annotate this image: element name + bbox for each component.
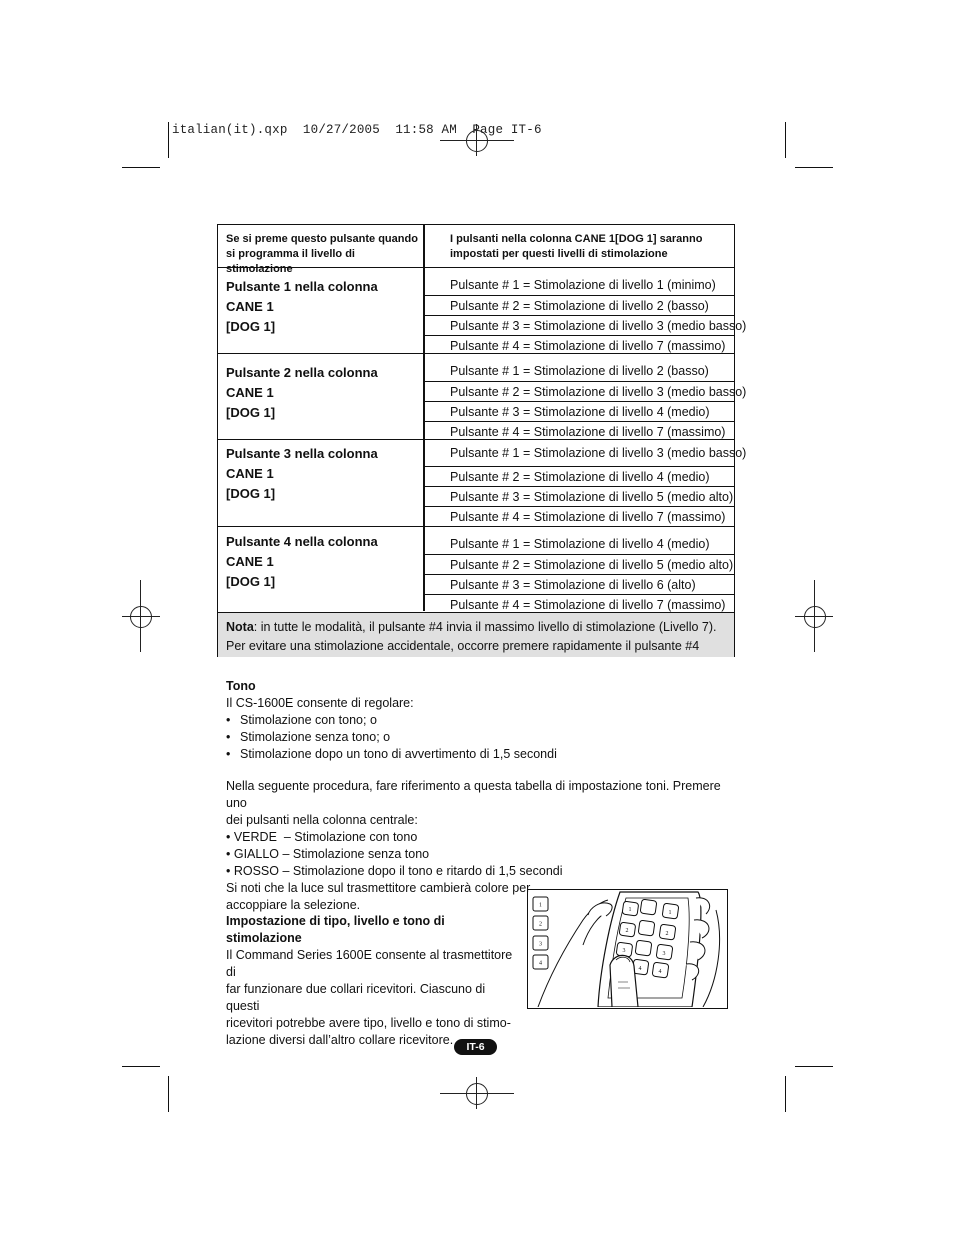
crop-mark [168,1076,169,1112]
list-item: • Stimolazione con tono; o [226,712,557,729]
tono-section [226,678,557,763]
side-button-label: 1 [539,902,542,909]
table-row: Pulsante # 3 = Stimolazione di livello 6 (alto) [424,575,735,595]
note-label: Nota [226,620,254,634]
procedure-line: dei pulsanti nella colonna centrale: [226,813,418,827]
header-right: I pulsanti nella colonna CANE 1[DOG 1] saranno impostati per questi livelli di stimolazione [450,233,703,260]
table-row: Pulsante # 4 = Stimolazione di livello 7 (massimo) [450,339,726,353]
table-note [218,612,734,657]
table-row: Pulsante # 2 = Stimolazione di livello 4 (medio) [424,467,735,487]
crop-mark [168,122,169,158]
procedure-line: Si noti che la luce sul trasmettitore cambierà colore per [226,881,531,895]
transmitter-illustration [527,889,728,1009]
table-header [218,225,734,275]
table-row: Pulsante # 4 = Stimolazione di livello 7 (massimo) [450,598,726,612]
keypad-label: 3 [662,951,666,957]
impostazione-heading: Impostazione di tipo, livello e tono di stimolazione [226,914,445,945]
keypad-label: 3 [622,948,626,954]
crop-mark [795,1066,833,1067]
table-group [218,527,734,612]
page-number-badge: IT-6 [454,1039,497,1055]
tono-heading: Tono [226,679,256,693]
table-row: Pulsante # 1 = Stimolazione di livello 2 (basso) [424,359,735,382]
table-row: Pulsante # 3 = Stimolazione di livello 3 (medio basso) [424,316,735,336]
side-button-label: 3 [539,941,542,948]
procedure-line: accoppiare la selezione. [226,898,361,912]
crop-mark [785,1076,786,1112]
side-button-label: 4 [539,960,542,967]
group-label: Pulsante 2 nella colonna CANE 1 [DOG 1] [226,365,378,420]
list-item: • ROSSO – Stimolazione dopo il tono e ritardo di 1,5 secondi [226,864,563,878]
table-row: Pulsante # 3 = Stimolazione di livello 5 (medio alto) [424,487,735,507]
list-item: • Stimolazione dopo un tono di avvertimento di 1,5 secondi [226,746,557,763]
note-line1: : in tutte le modalità, il pulsante #4 invia il massimo livello di stimolazione (Livello 7). [253,620,717,634]
tono-intro: Il CS-1600E consente di regolare: [226,696,414,710]
list-item: • VERDE – Stimolazione con tono [226,830,418,844]
list-item: • GIALLO – Stimolazione senza tono [226,847,430,861]
paragraph-line: Il Command Series 1600E consente al trasmettitore di [226,948,513,979]
keypad-label: 2 [625,928,629,934]
table-row: Pulsante # 2 = Stimolazione di livello 5 (medio alto) [424,555,735,575]
table-row: Pulsante # 4 = Stimolazione di livello 7 (massimo) [450,510,726,524]
group-label: Pulsante 1 nella colonna CANE 1 [DOG 1] [226,279,378,334]
crop-mark [785,122,786,158]
table-row: Pulsante # 2 = Stimolazione di livello 3 (medio basso) [424,382,735,402]
keypad-label: 1 [628,907,632,913]
table-row: Pulsante # 2 = Stimolazione di livello 2 (basso) [424,296,735,316]
list-item: • Stimolazione senza tono; o [226,729,557,746]
paragraph-line: lazione diversi dall’altro collare ricevitore. [226,1033,454,1047]
crop-mark [122,1066,160,1067]
keypad-label: 4 [638,966,642,972]
keypad-label: 1 [668,910,672,916]
print-slug: italian(it).qxp 10/27/2005 11:58 AM Page IT-6 [172,123,542,137]
table-group [218,354,747,440]
keypad-label: 4 [658,969,662,975]
procedure-line: Nella seguente procedura, fare riferimento a questa tabella di impostazione toni. Premere uno [226,779,721,810]
group-label: Pulsante 3 nella colonna CANE 1 [DOG 1] [226,446,378,501]
paragraph-line: far funzionare due collari ricevitori. Ciascuno di questi [226,982,486,1013]
table-row: Pulsante # 1 = Stimolazione di livello 1 (minimo) [424,275,735,296]
table-row: Pulsante # 1 = Stimolazione di livello 4 (medio) [424,531,735,555]
note-line2: Per evitare una stimolazione accidentale, occorre premere rapidamente il pulsante #4 [226,639,700,653]
paragraph-line: ricevitori potrebbe avere tipo, livello e tono di stimo- [226,1016,511,1030]
table-row: Pulsante # 1 = Stimolazione di livello 3 (medio basso) [424,440,735,467]
hand-holding-transmitter-image [528,890,726,1007]
crop-mark [122,167,160,168]
table-row: Pulsante # 3 = Stimolazione di livello 4 (medio) [424,402,735,422]
header-left: Se si preme questo pulsante quando si programma il livello di stimolazione [226,233,418,275]
table-group [218,268,747,354]
keypad-label: 2 [665,931,669,937]
tono-list [226,712,557,763]
side-button-label: 2 [539,921,542,928]
table-row: Pulsante # 4 = Stimolazione di livello 7 (massimo) [450,425,726,439]
table-group [218,440,747,527]
stimulation-table [217,224,747,657]
crop-mark [795,167,833,168]
group-label: Pulsante 4 nella colonna CANE 1 [DOG 1] [226,534,378,589]
impostazione-section [226,913,521,1049]
